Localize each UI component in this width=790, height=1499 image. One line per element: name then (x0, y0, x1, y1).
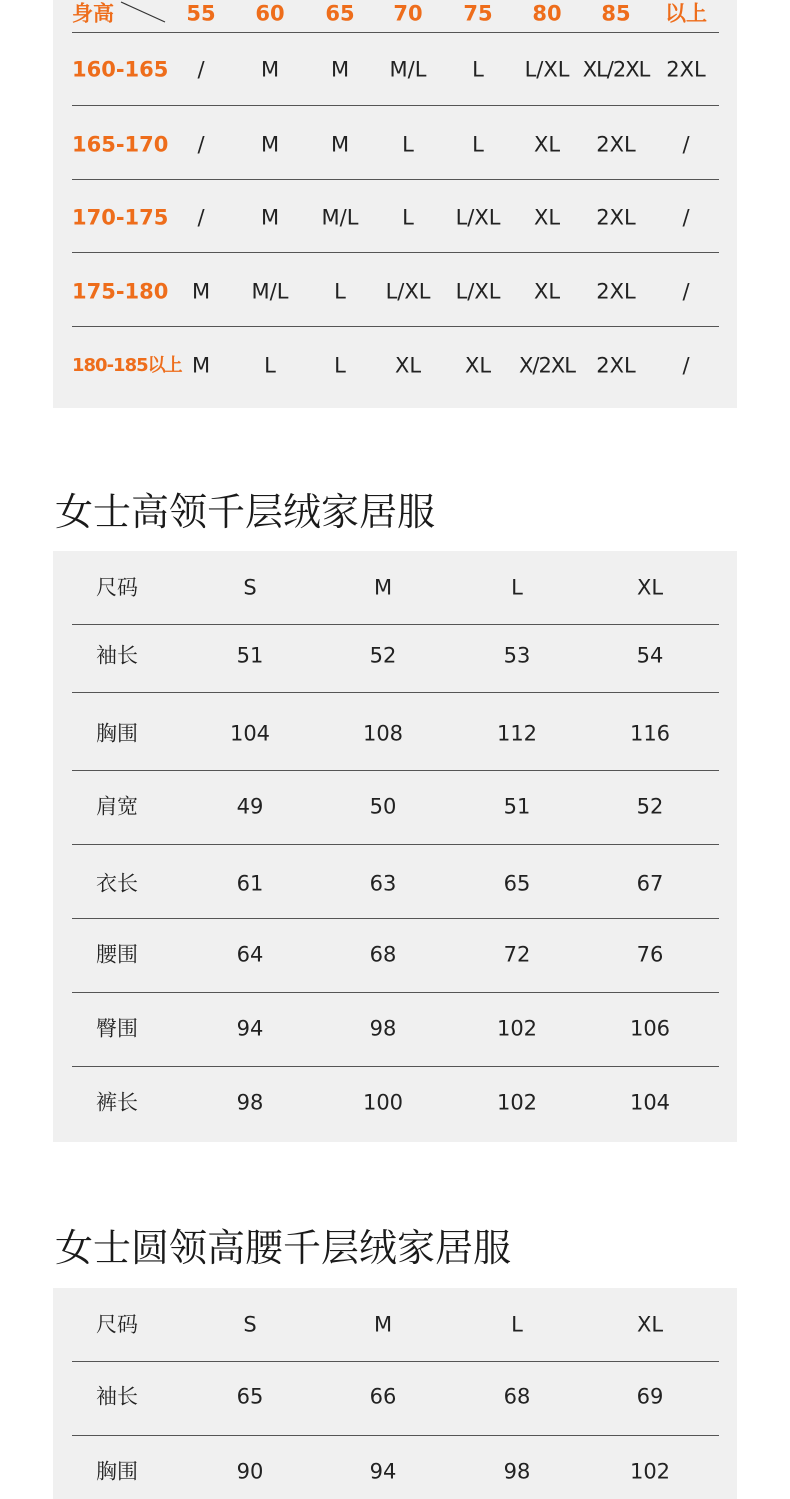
column-header-size: L (511, 575, 523, 600)
size-cell: M (260, 205, 280, 230)
size-cell: XL (464, 353, 492, 378)
table-divider (72, 992, 719, 993)
table-divider (72, 179, 719, 180)
column-header-size-label: 尺码 (96, 575, 138, 600)
measurement-value: 98 (369, 1016, 397, 1041)
weight-header: 60 (255, 1, 285, 26)
size-cell: / (197, 57, 205, 82)
size-cell: XL (533, 279, 561, 304)
table-divider (72, 918, 719, 919)
size-cell: / (682, 132, 690, 157)
weight-header: 55 (186, 1, 216, 26)
measurement-value: 64 (236, 942, 264, 967)
size-cell: M (191, 279, 211, 304)
table-divider (72, 624, 719, 625)
measurement-value: 102 (496, 1090, 538, 1115)
size-cell: M (260, 57, 280, 82)
table-divider (72, 105, 719, 106)
table-divider (72, 844, 719, 845)
size-cell: 2XL (666, 57, 706, 82)
measurement-label: 臀围 (96, 1016, 138, 1041)
measurement-value: 102 (629, 1459, 671, 1484)
corner-diagonal-line (117, 0, 167, 26)
table-divider (72, 1361, 719, 1362)
measurement-label: 袖长 (96, 1384, 138, 1409)
section-title-round-neck: 女士圆领高腰千层绒家居服 (55, 1226, 512, 1270)
size-cell: L/XL (455, 279, 501, 304)
height-range-label: 175-180 (72, 279, 169, 304)
measurement-value: 67 (636, 871, 664, 896)
size-cell: M (330, 57, 350, 82)
measurement-value: 65 (503, 871, 531, 896)
measurement-label: 胸围 (96, 1459, 138, 1484)
column-header-size: S (243, 575, 257, 600)
measurement-value: 108 (362, 721, 404, 746)
measurement-value: 98 (236, 1090, 264, 1115)
measurement-value: 63 (369, 871, 397, 896)
size-cell: L (334, 353, 346, 378)
column-header-size: M (373, 1312, 393, 1337)
size-cell: L (402, 205, 414, 230)
measurement-value: 66 (369, 1384, 397, 1409)
measurement-value: 51 (236, 643, 264, 668)
table-divider (72, 692, 719, 693)
size-cell: 2XL (596, 279, 636, 304)
measurement-value: 112 (496, 721, 538, 746)
size-cell: / (682, 205, 690, 230)
size-cell: L (264, 353, 276, 378)
size-cell: M/L (389, 57, 427, 82)
size-cell: L (472, 57, 484, 82)
size-cell: L/XL (385, 279, 431, 304)
measurement-value: 68 (503, 1384, 531, 1409)
measurement-value: 106 (629, 1016, 671, 1041)
measurement-value: 52 (369, 643, 397, 668)
measurement-value: 116 (629, 721, 671, 746)
size-cell: XL (533, 132, 561, 157)
table-divider (72, 770, 719, 771)
measurement-value: 98 (503, 1459, 531, 1484)
size-cell: L/XL (524, 57, 570, 82)
measurement-label: 腰围 (96, 942, 138, 967)
height-range-label: 160-165 (72, 57, 169, 82)
weight-header: 75 (463, 1, 493, 26)
height-range-label: 165-170 (72, 132, 169, 157)
high-neck-measurement-table (53, 551, 737, 1142)
size-cell: L (402, 132, 414, 157)
weight-header: 65 (325, 1, 355, 26)
measurement-value: 51 (503, 794, 531, 819)
column-header-size: L (511, 1312, 523, 1337)
measurement-value: 104 (229, 721, 271, 746)
column-header-size: XL (636, 1312, 664, 1337)
measurement-label: 肩宽 (96, 794, 138, 819)
size-cell: M (191, 353, 211, 378)
size-cell: / (197, 132, 205, 157)
size-cell: M/L (251, 279, 289, 304)
measurement-value: 69 (636, 1384, 664, 1409)
table-divider (72, 326, 719, 327)
measurement-value: 90 (236, 1459, 264, 1484)
table-divider (72, 252, 719, 253)
size-cell: / (197, 205, 205, 230)
weight-header: 以上 (665, 1, 707, 26)
measurement-value: 52 (636, 794, 664, 819)
measurement-value: 76 (636, 942, 664, 967)
size-cell: 2XL (596, 353, 636, 378)
column-header-size: XL (636, 575, 664, 600)
corner-label-height: 身高 (72, 1, 114, 26)
size-cell: / (682, 279, 690, 304)
height-range-label: 170-175 (72, 205, 169, 230)
measurement-value: 72 (503, 942, 531, 967)
measurement-value: 54 (636, 643, 664, 668)
section-title-high-neck: 女士高领千层绒家居服 (55, 490, 436, 534)
table-divider (72, 32, 719, 33)
height-weight-size-chart (53, 0, 737, 408)
measurement-value: 68 (369, 942, 397, 967)
size-cell: M (330, 132, 350, 157)
size-cell: M/L (321, 205, 359, 230)
measurement-value: 65 (236, 1384, 264, 1409)
size-cell: 2XL (596, 205, 636, 230)
size-cell: L/XL (455, 205, 501, 230)
measurement-value: 100 (362, 1090, 404, 1115)
column-header-size-label: 尺码 (96, 1312, 138, 1337)
column-header-size: M (373, 575, 393, 600)
measurement-label: 衣长 (96, 871, 138, 896)
size-cell: XL (533, 205, 561, 230)
size-cell: L (472, 132, 484, 157)
measurement-value: 94 (236, 1016, 264, 1041)
round-neck-measurement-table (53, 1288, 737, 1499)
table-divider (72, 1066, 719, 1067)
column-header-size: S (243, 1312, 257, 1337)
measurement-value: 49 (236, 794, 264, 819)
size-cell: L (334, 279, 346, 304)
measurement-label: 袖长 (96, 643, 138, 668)
size-cell: X/2XL (519, 353, 575, 378)
measurement-value: 61 (236, 871, 264, 896)
measurement-value: 50 (369, 794, 397, 819)
size-cell: XL (394, 353, 422, 378)
height-range-label: 180-185以上 (72, 355, 182, 376)
measurement-value: 53 (503, 643, 531, 668)
weight-header: 80 (532, 1, 562, 26)
size-cell: M (260, 132, 280, 157)
measurement-value: 104 (629, 1090, 671, 1115)
measurement-label: 胸围 (96, 721, 138, 746)
measurement-label: 裤长 (96, 1090, 138, 1115)
weight-header: 85 (601, 1, 631, 26)
measurement-value: 102 (496, 1016, 538, 1041)
size-cell: / (682, 353, 690, 378)
weight-header: 70 (393, 1, 423, 26)
measurement-value: 94 (369, 1459, 397, 1484)
size-cell: 2XL (596, 132, 636, 157)
size-cell: XL/2XL (582, 57, 650, 82)
table-divider (72, 1435, 719, 1436)
